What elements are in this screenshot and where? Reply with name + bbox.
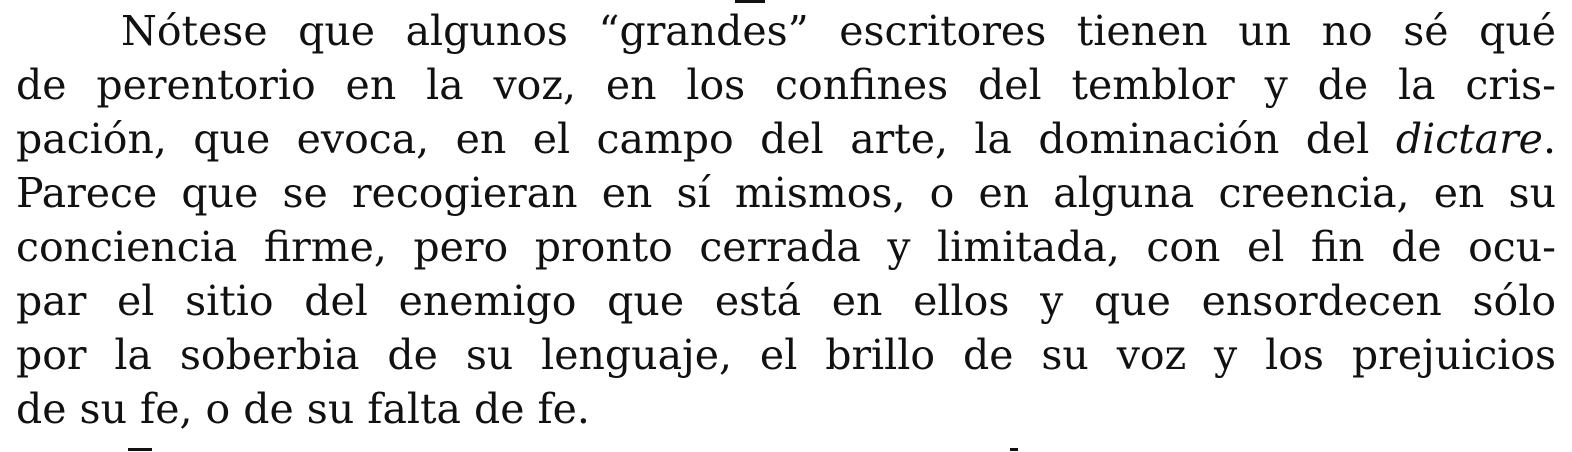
paragraph-line-2: de perentorio en la voz, en los confines del temblor y de la cris- xyxy=(16,61,1556,109)
paragraph-line-3 xyxy=(16,112,1556,166)
italic-term-dictare: dictare xyxy=(1395,115,1543,163)
italic-term-period: . xyxy=(1542,115,1556,163)
paragraph-line-1: Nótese que algunos “grandes” escritores tienen un no sé qué xyxy=(121,7,1556,55)
paragraph-line-7: por la soberbia de su lenguaje, el brillo de su voz y los prejuicios xyxy=(16,331,1556,379)
previous-line-fragment xyxy=(0,0,1572,3)
paragraph xyxy=(16,4,1556,436)
paragraph-line-4: Parece que se recogieran en sí mismos, o en alguna creencia, en su xyxy=(16,169,1556,217)
paragraph-line-8: de su fe, o de su falta de fe. xyxy=(16,385,590,433)
paragraph-line-3-text: pación, que evoca, en el campo del arte, la dominación del xyxy=(16,115,1370,163)
paragraph-line-6: par el sitio del enemigo que está en ellos y que ensordecen sólo xyxy=(16,277,1556,325)
paragraph-line-5: conciencia firme, pero pronto cerrada y limitada, con el fin de ocu- xyxy=(16,223,1556,271)
next-line-fragment xyxy=(0,447,1572,452)
